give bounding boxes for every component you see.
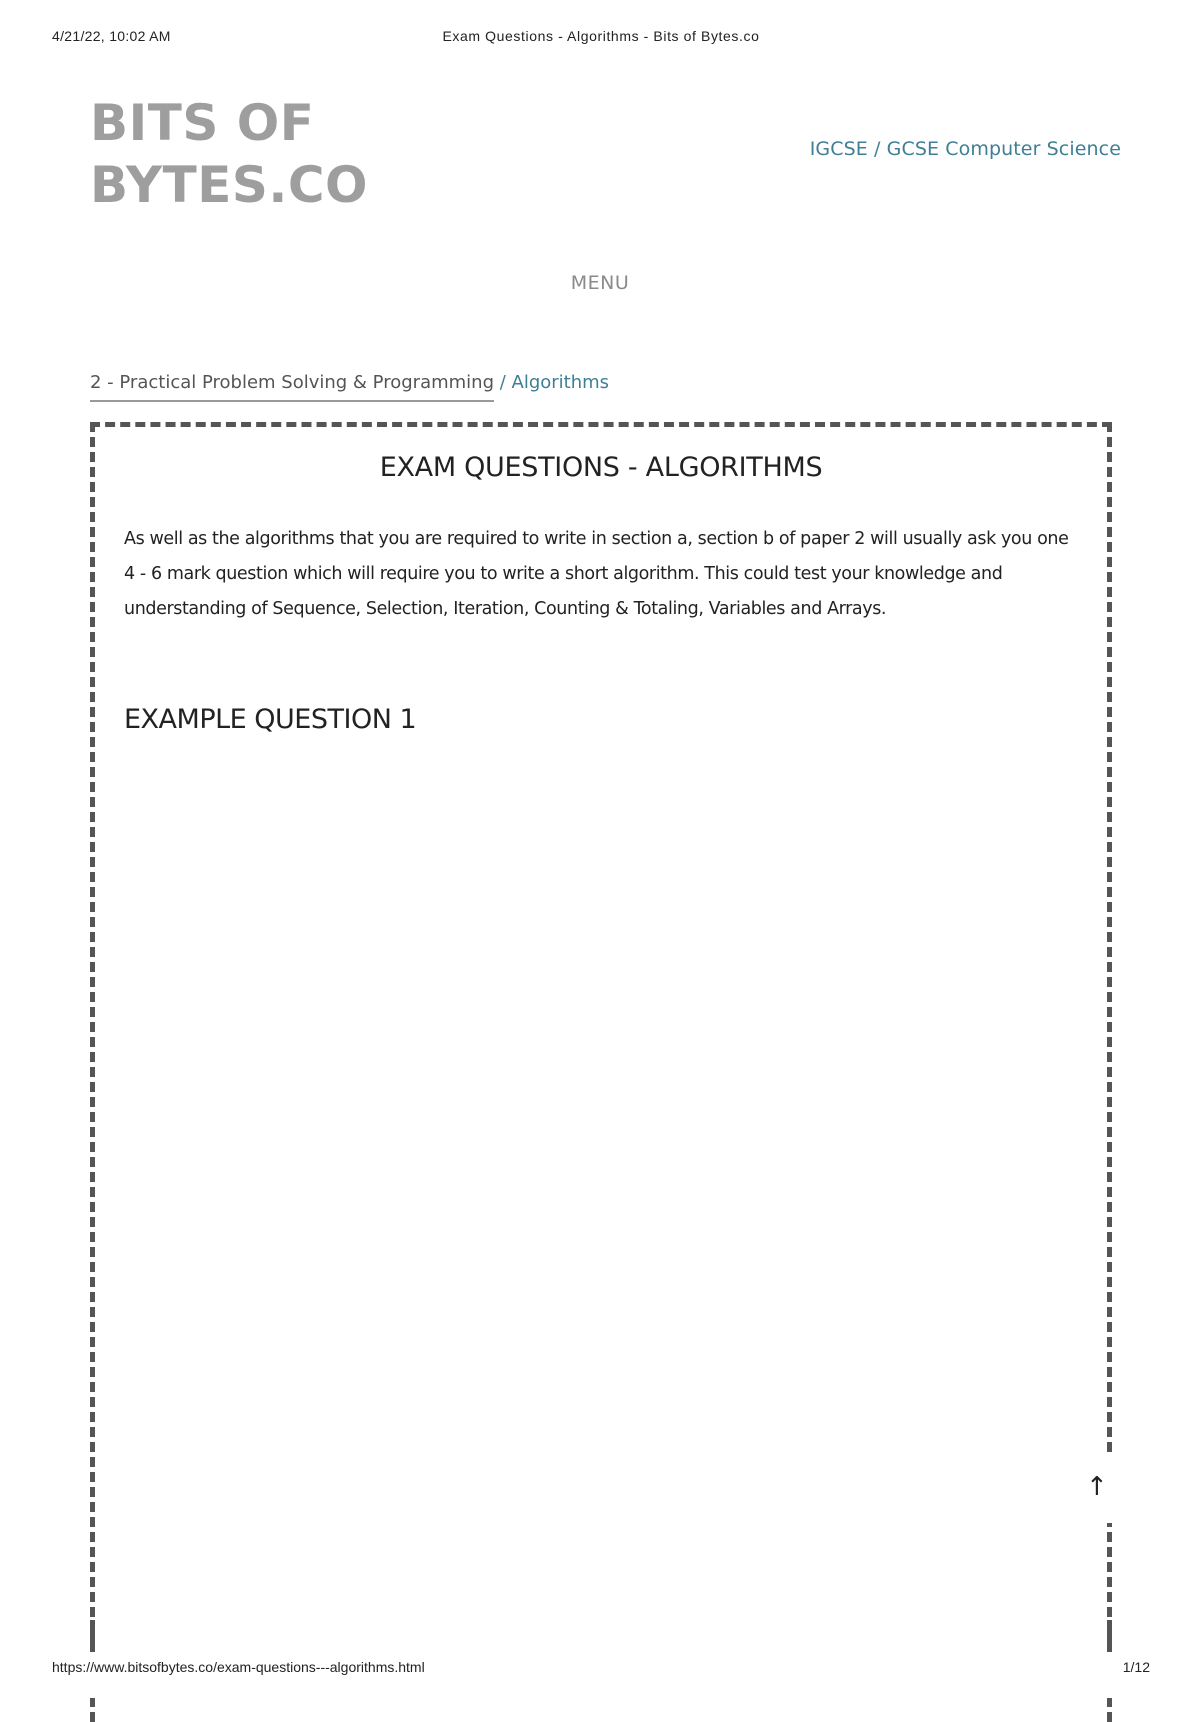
print-footer xyxy=(52,1659,1150,1679)
breadcrumb-parent-link[interactable]: 2 - Practical Problem Solving & Programming xyxy=(90,372,494,402)
print-header xyxy=(52,28,1150,48)
print-footer-url: https://www.bitsofbytes.co/exam-questions---algorithms.html xyxy=(52,1659,425,1675)
site-subtitle-link[interactable]: IGCSE / GCSE Computer Science xyxy=(809,138,1121,160)
site-logo[interactable] xyxy=(90,92,368,216)
breadcrumb-separator: / xyxy=(494,372,512,393)
back-to-top-arrow-icon[interactable]: ↑ xyxy=(1086,1472,1108,1502)
print-page-title: Exam Questions - Algorithms - Bits of Bytes.co xyxy=(442,28,760,44)
breadcrumb xyxy=(90,372,609,402)
page-title: EXAM QUESTIONS - ALGORITHMS xyxy=(379,452,823,483)
menu-button[interactable] xyxy=(0,272,1200,294)
print-datetime: 4/21/22, 10:02 AM xyxy=(52,28,171,44)
example-question-heading: EXAMPLE QUESTION 1 xyxy=(124,704,417,735)
logo-line-1: BITS OF xyxy=(90,94,315,152)
print-page-number: 1/12 xyxy=(1122,1659,1150,1675)
menu-label: MENU xyxy=(570,272,630,294)
breadcrumb-current: Algorithms xyxy=(511,372,610,393)
intro-paragraph: As well as the algorithms that you are required to write in section a, section b of paper 2 will usually ask you one 4 - 6 mark question which will require you to write a short algorithm. This could test your knowledge and understanding of Sequence, Selection, Iteration, Counting & Totaling, Variables and Arrays. xyxy=(124,529,1069,619)
logo-line-2: BYTES.CO xyxy=(90,156,369,214)
